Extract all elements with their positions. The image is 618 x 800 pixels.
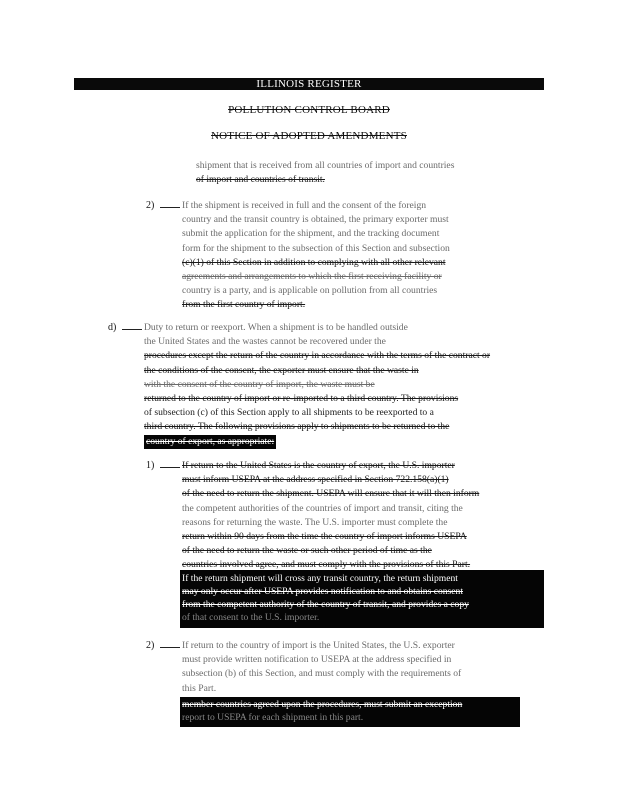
text-line: returned to the country of import or re-imported to a third country. The provisions [144,393,459,405]
continuation-paragraph [196,159,544,187]
leader-line [160,647,180,648]
item-number: 2) [146,640,155,651]
leader-line [160,467,180,468]
text-line: may only occur after USEPA provides notification to and obtains consent [180,585,544,598]
text-line: agreements and arrangements to which the first receiving facility or [182,271,442,283]
item-1-paragraph [182,459,544,573]
text-line: of the need to return the shipment. USEPA will ensure that it will then inform [182,488,480,500]
item-number: 1) [146,460,155,471]
text-line: reasons for returning the waste. The U.S. importer must complete the [182,516,448,528]
text-line: submit the application for the shipment, and the tracking document [182,228,440,240]
text-line: member countries agreed upon the procedures, must submit an exception [180,698,520,711]
text-line: with the consent of the country of import, the waste must be [144,378,375,390]
item-d-paragraph [144,321,544,454]
text-line: Duty to return or reexport. When a shipment is to be handled outside [144,322,408,333]
highlighted-text: country of export, as appropriate: [144,435,276,449]
text-line: the United States and the wastes cannot be recovered under the [144,336,386,348]
text-line: report to USEPA for each shipment in this part. [180,711,520,724]
item-2b-paragraph [182,639,544,696]
item-number: 2) [146,200,155,211]
text-line: countries involved agree, and must comply with the provisions of this Part. [182,559,471,571]
text-line: must inform USEPA at the address specified in Section 722.158(a)(1) [182,474,449,486]
text-line: this Part. [182,682,217,694]
text-line: of the need to return the waste or such other period of time as the [182,545,432,557]
leader-line [160,207,180,208]
text-line: from the competent authority of the country of transit, and provides a copy [180,598,544,611]
text-line: subsection (b) of this Section, and must comply with the requirements of [182,668,462,680]
item-label: d) [108,322,117,333]
text-line: must provide written notification to USEPA at the address specified in [182,654,452,666]
text-line: from the first country of import. [182,299,306,311]
text-line: (c)(1) of this Section in addition to complying with all other relevant [182,256,446,268]
text-line: If return to the United States is the country of export, the U.S. importer [182,460,455,471]
text-line: the conditions of the consent, the exporter must ensure that the waste in [144,364,419,376]
text-line: form for the shipment to the subsection of this Section and subsection [182,242,450,254]
text-line: the competent authorities of the countries of import and transit, citing the [182,502,463,514]
text-line: of import and countries of transit. [196,174,325,186]
text-line: shipment that is received from all countries of import and countries [196,160,455,171]
text-line: country and the transit country is obtained, the primary exporter must [182,214,449,226]
leader-line [122,329,142,330]
redacted-block [180,697,520,727]
text-line: If return to the country of import is the United States, the U.S. exporter [182,640,455,651]
register-header: ILLINOIS REGISTER [74,78,544,90]
item-2-paragraph [182,199,544,313]
redacted-block [180,570,544,628]
text-line: third country. The following provisions apply to shipments to be returned to the [144,421,450,433]
agency-header: POLLUTION CONTROL BOARD [228,104,390,116]
text-line: procedures except the return of the country in accordance with the terms of the contract or [144,350,491,362]
text-line: of subsection (c) of this Section apply to all shipments to be reexported to a [144,407,434,419]
text-line: If the shipment is received in full and the consent of the foreign [182,200,427,211]
text-line: return within 90 days from the time the country of import informs USEPA [182,531,467,543]
text-line: country is a party, and is applicable on pollution from all countries [182,285,438,297]
text-line: If the return shipment will cross any transit country, the return shipment [180,572,544,585]
text-line: of that consent to the U.S. importer. [180,611,544,624]
notice-header: NOTICE OF ADOPTED AMENDMENTS [211,130,407,142]
